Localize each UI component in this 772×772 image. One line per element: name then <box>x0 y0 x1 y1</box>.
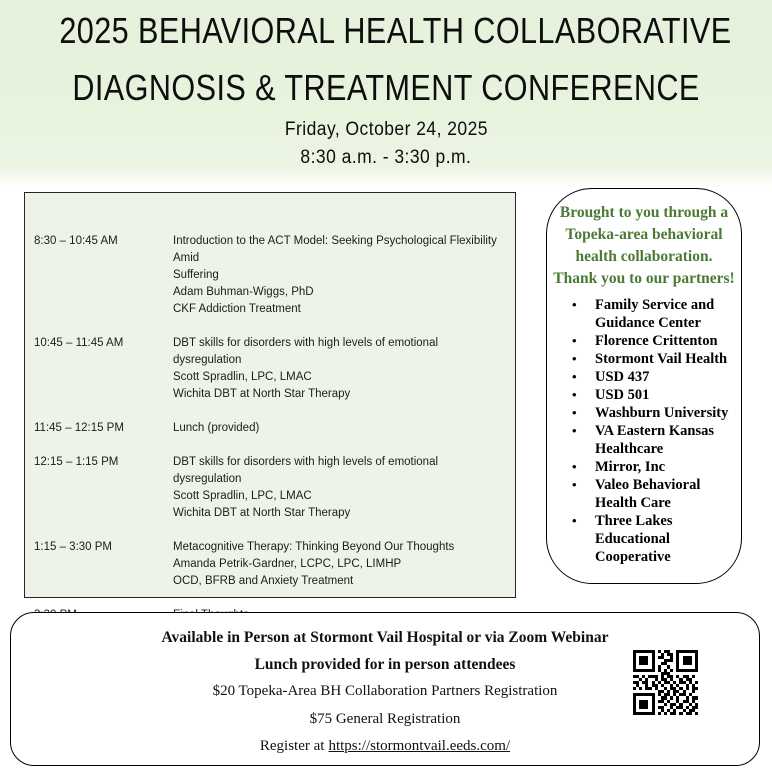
session-line: Lunch (provided) <box>173 422 260 434</box>
partners-heading-line: Thank you to our partners! <box>553 270 735 287</box>
session-line: Adam Buhman-Wiggs, PhD <box>173 286 314 298</box>
partners-heading-line: health collaboration. <box>575 248 713 265</box>
session-line: Amanda Petrik-Gardner, LCPC, LPC, LIMHP <box>173 558 402 570</box>
conference-title-line-2 <box>0 67 772 109</box>
session-line: Scott Spradlin, LPC, LMAC <box>173 490 312 502</box>
partner-name: Mirror, Inc <box>595 459 666 475</box>
bullet-icon: • <box>572 459 577 474</box>
partner-item <box>572 458 741 476</box>
header-banner <box>0 0 772 188</box>
bullet-icon: • <box>572 477 577 492</box>
conference-title-line-1 <box>0 10 772 52</box>
session-line: Suffering <box>173 269 219 281</box>
register-line <box>11 733 759 760</box>
session-time: 10:45 – 11:45 AM <box>34 337 124 349</box>
schedule-panel <box>24 192 516 598</box>
session-time: 8:30 – 10:45 AM <box>34 235 118 247</box>
bullet-icon: • <box>572 405 577 420</box>
session-details <box>173 420 507 437</box>
session-time: 11:45 – 12:15 PM <box>34 422 124 434</box>
bullet-icon: • <box>572 513 577 528</box>
bullet-icon: • <box>572 387 577 402</box>
availability-line: Available in Person at Stormont Vail Hospital or via Zoom Webinar <box>161 628 609 646</box>
session-line: Wichita DBT at North Star Therapy <box>173 388 351 400</box>
partners-heading-line: Topeka-area behavioral <box>565 226 723 243</box>
partner-name: Family Service and Guidance Center <box>595 297 715 331</box>
partner-name: USD 501 <box>595 387 650 403</box>
partners-heading-line: Brought to you through a <box>559 204 729 221</box>
bullet-icon: • <box>572 369 577 384</box>
session-line: Metacognitive Therapy: Thinking Beyond Our Thoughts <box>173 541 455 553</box>
partner-item <box>572 296 741 332</box>
bullet-icon: • <box>572 423 577 438</box>
bullet-icon: • <box>572 297 577 312</box>
registration-link[interactable]: https://stormontvail.eeds.com/ <box>328 737 511 754</box>
partner-item <box>572 512 741 566</box>
partner-name: Valeo Behavioral Health Care <box>595 477 701 511</box>
session-line: Introduction to the ACT Model: Seeking Psychological Flexibility Amid <box>173 235 497 264</box>
conference-title-text-2: DIAGNOSIS & TREATMENT CONFERENCE <box>72 67 700 108</box>
session-time: 12:15 – 1:15 PM <box>34 456 119 468</box>
session-details <box>173 335 507 403</box>
session-details <box>173 233 507 318</box>
partner-name: Three Lakes Educational Cooperative <box>595 513 673 565</box>
partner-name: Florence Crittenton <box>595 333 718 349</box>
partner-name: Washburn University <box>595 405 729 421</box>
partner-item <box>572 368 741 386</box>
conference-time-text: 8:30 a.m. - 3:30 p.m. <box>300 147 472 168</box>
partner-item <box>572 422 741 458</box>
session-details <box>173 454 507 522</box>
partner-item <box>572 404 741 422</box>
partner-name: VA Eastern Kansas Healthcare <box>595 423 714 457</box>
partner-name: Stormont Vail Health <box>595 351 728 367</box>
conference-title-text-1: 2025 BEHAVIORAL HEALTH COLLABORATIVE <box>59 10 732 51</box>
schedule-rows <box>34 233 507 624</box>
general-registration-price: $75 General Registration <box>309 710 461 727</box>
schedule-row <box>34 454 507 522</box>
partners-panel <box>546 188 742 584</box>
partner-registration-price: $20 Topeka-Area BH Collaboration Partners Registration <box>212 683 558 700</box>
partners-list <box>547 296 741 566</box>
session-time: 1:15 – 3:30 PM <box>34 541 112 553</box>
partner-item <box>572 332 741 350</box>
session-line: CKF Addiction Treatment <box>173 303 301 315</box>
schedule-row <box>34 539 507 590</box>
bullet-icon: • <box>572 333 577 348</box>
register-prefix: Register at <box>259 737 325 754</box>
session-line: Scott Spradlin, LPC, LMAC <box>173 371 312 383</box>
session-line: Wichita DBT at North Star Therapy <box>173 507 351 519</box>
conference-date-text: Friday, October 24, 2025 <box>284 119 488 140</box>
session-details <box>173 539 507 590</box>
conference-date <box>0 116 772 144</box>
session-line: DBT skills for disorders with high levels of emotional dysregulation <box>173 337 439 366</box>
partner-item <box>572 350 741 368</box>
schedule-row <box>34 420 507 437</box>
partner-item <box>572 476 741 512</box>
schedule-row <box>34 335 507 403</box>
partner-name: USD 437 <box>595 369 650 385</box>
partner-item <box>572 386 741 404</box>
lunch-line: Lunch provided for in person attendees <box>254 655 516 673</box>
registration-qr-code <box>633 650 698 715</box>
session-line: OCD, BFRB and Anxiety Treatment <box>173 575 354 587</box>
schedule-row <box>34 233 507 318</box>
bullet-icon: • <box>572 351 577 366</box>
session-line: DBT skills for disorders with high levels of emotional dysregulation <box>173 456 439 485</box>
conference-time <box>0 144 772 172</box>
